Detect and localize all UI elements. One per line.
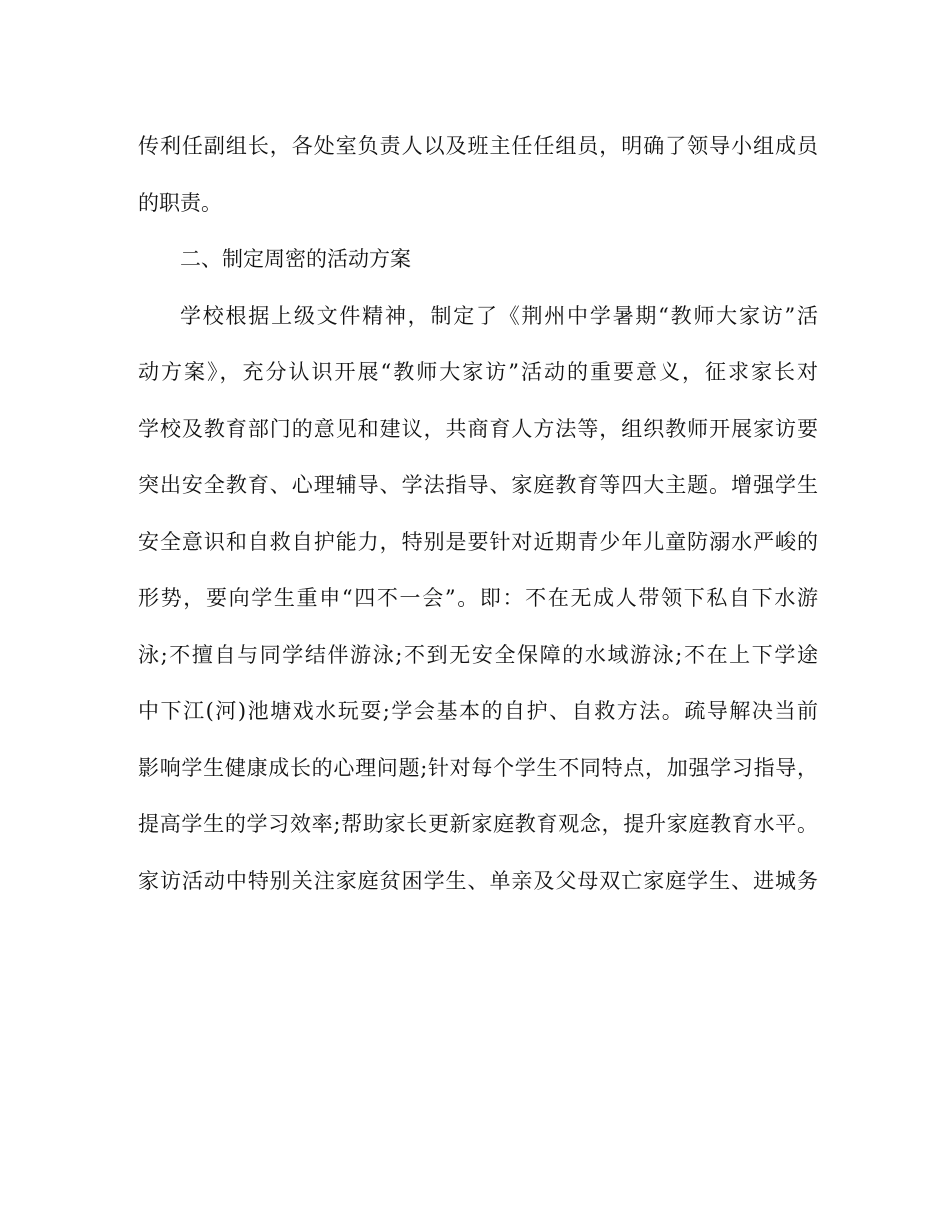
body-text bbox=[138, 118, 818, 909]
text-line: 影响学生健康成长的心理问题;针对每个学生不同特点，加强学习指导， bbox=[138, 755, 818, 780]
text-line: 学校根据上级文件精神，制定了《荆州中学暑期“教师大家访”活 bbox=[180, 303, 818, 328]
text-line: 提高学生的学习效率;帮助家长更新家庭教育观念，提升家庭教育水平。 bbox=[138, 812, 818, 836]
text-line: 学校及教育部门的意见和建议，共商育人方法等，组织教师开展家访要 bbox=[138, 416, 818, 441]
text-line: 二、制定周密的活动方案 bbox=[180, 247, 411, 271]
text-line: 形势，要向学生重申“四不一会”。即：不在无成人带领下私自下水游 bbox=[138, 586, 818, 610]
text-line: 突出安全教育、心理辅导、学法指导、家庭教育等四大主题。增强学生 bbox=[138, 473, 818, 497]
text-line: 传利任副组长，各处室负责人以及班主任任组员，明确了领导小组成员 bbox=[138, 134, 818, 158]
text-line: 泳;不擅自与同学结伴游泳;不到无安全保障的水域游泳;不在上下学途 bbox=[138, 642, 818, 667]
text-line: 家访活动中特别关注家庭贫困学生、单亲及父母双亡家庭学生、进城务 bbox=[138, 868, 818, 893]
text-line: 中下江(河)池塘戏水玩耍;学会基本的自护、自救方法。疏导解决当前 bbox=[138, 699, 818, 723]
text-line: 的职责。 bbox=[138, 190, 222, 215]
text-line: 安全意识和自救自护能力，特别是要针对近期青少年儿童防溺水严峻的 bbox=[138, 529, 818, 554]
text-line: 动方案》，充分认识开展“教师大家访”活动的重要意义，征求家长对 bbox=[138, 360, 818, 384]
